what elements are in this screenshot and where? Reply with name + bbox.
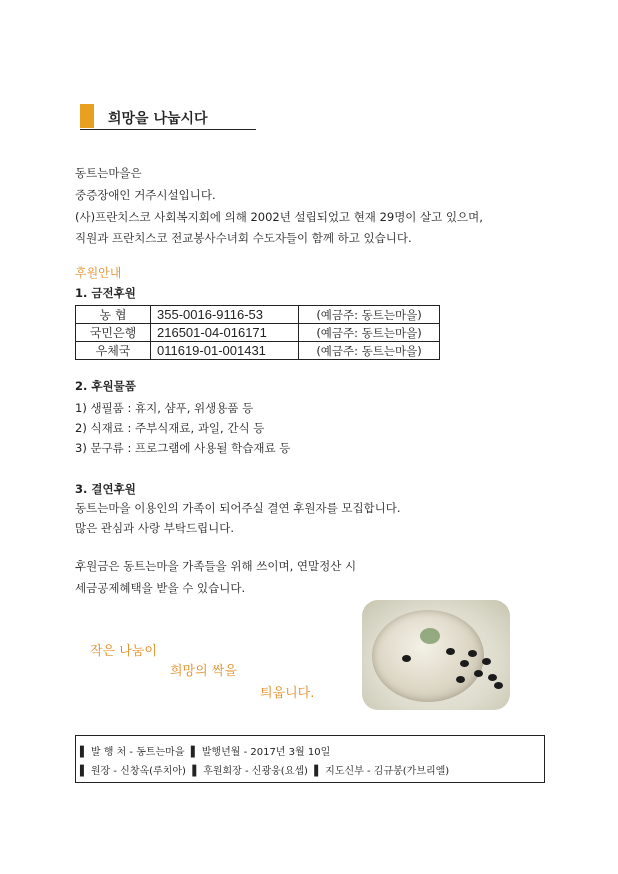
intro-line: 중증장애인 거주시설입니다. [75,188,216,202]
seeds-in-bowl-photo [362,600,510,710]
intro-line: (사)프란치스코 사회복지회에 의해 2002년 설립되었고 현재 29명이 살고 있으며, [75,210,483,224]
account-number: 216501-04-016171 [151,324,299,342]
goods-item: 1) 생필품 : 휴지, 샴푸, 위생용품 등 [75,401,254,415]
goods-item: 2) 식재료 : 주부식재료, 과일, 간식 등 [75,421,265,435]
director: 원장 - 신창옥(루치아) [90,766,186,777]
account-holder: (예금주: 동트는마을) [299,324,440,342]
seed-shape [402,655,411,662]
bank-name: 우체국 [76,342,151,360]
heading-accent-bar [80,104,94,128]
goods-item: 3) 문구류 : 프로그램에 사용될 학습재료 등 [75,441,291,455]
slogan-line: 작은 나눔이 [90,644,157,659]
seed-shape [482,658,491,665]
table-row [76,324,440,342]
publication-info-box [75,735,545,783]
tax-note-line: 후원금은 동트는마을 가족들을 위해 쓰이며, 연말정산 시 [75,559,357,573]
seed-shape [456,676,465,683]
bank-account-table [75,305,440,360]
separator-bar: ▌ [190,747,199,758]
seed-shape [468,650,477,657]
account-number: 355-0016-9116-53 [151,306,299,324]
section-title-sponsorship: 3. 결연후원 [75,482,136,496]
bowl-shape [372,610,484,702]
seed-shape [494,682,503,689]
heading-underline [80,129,256,130]
table-row [76,306,440,324]
chaplain: 지도신부 - 김규봉(가브리엘) [325,766,450,777]
account-number: 011619-01-001431 [151,342,299,360]
tax-note-line: 세금공제혜택을 받을 수 있습니다. [75,581,246,595]
account-holder: (예금주: 동트는마을) [299,342,440,360]
separator-bar: ▌ [80,747,88,758]
slogan-line: 희망의 싹을 [170,664,237,679]
page-title: 희망을 나눕시다 [108,111,208,127]
seed-shape [488,674,497,681]
section-title-goods: 2. 후원물품 [75,379,136,393]
section-title-cash: 1. 금전후원 [75,286,136,300]
support-guide-title: 후원안내 [75,266,122,280]
publisher-row [80,743,330,758]
table-row [76,342,440,360]
separator-bar: ▌ [192,766,201,777]
intro-line: 동트는마을은 [75,166,142,180]
sponsorship-line: 동트는마을 이용인의 가족이 되어주실 결연 후원자를 모집합니다. [75,501,401,515]
publish-date: 발행년월 - 2017년 3월 10일 [201,747,331,758]
account-holder: (예금주: 동트는마을) [299,306,440,324]
support-chair: 후원회장 - 신광웅(요셉) [203,766,308,777]
bank-name: 국민은행 [76,324,151,342]
publisher: 발 행 처 - 동트는마을 [90,747,185,758]
leaf-shape [420,628,440,644]
sponsorship-line: 많은 관심과 사랑 부탁드립니다. [75,521,235,535]
separator-bar: ▌ [80,766,88,777]
seed-shape [460,660,469,667]
separator-bar: ▌ [314,766,322,777]
seed-shape [474,670,483,677]
bank-name: 농 협 [76,306,151,324]
slogan-line: 틔웁니다. [260,686,315,701]
seed-shape [446,648,455,655]
intro-line: 직원과 프란치스코 전교봉사수녀회 수도자들이 함께 하고 있습니다. [75,231,412,245]
staff-row [80,762,449,777]
